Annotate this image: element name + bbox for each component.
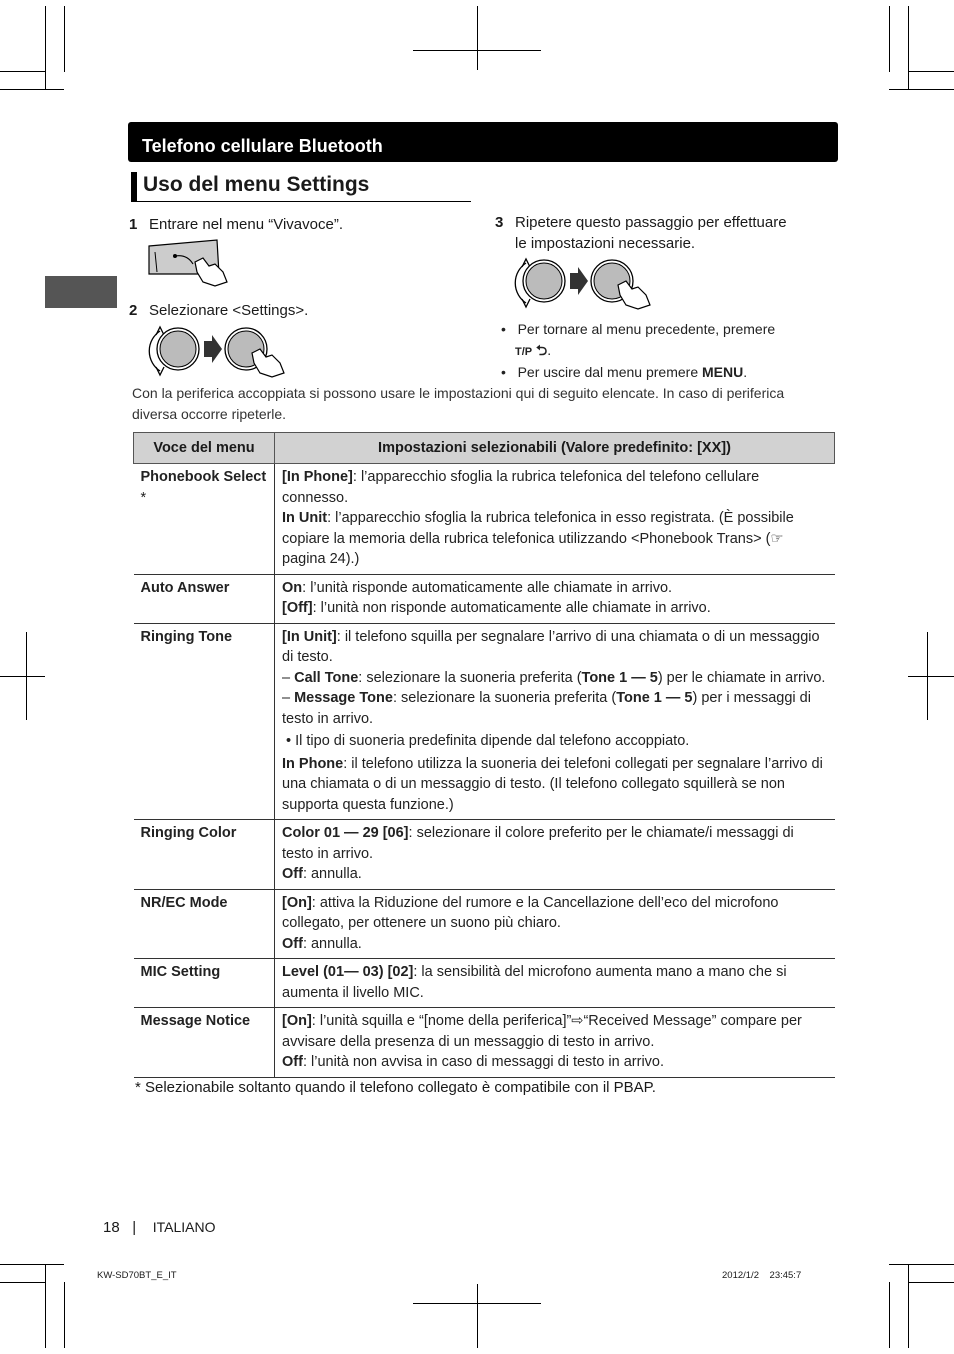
- option-line: • Il tipo di suoneria predefinita dipende dal telefono accoppiato.: [286, 733, 690, 749]
- table-row: [134, 959, 835, 1008]
- bullet-back: • Per tornare al menu precedente, premere T/P ⮌.: [501, 321, 776, 358]
- tp-key-label: T/P: [515, 346, 533, 358]
- option-line: [On]: attiva la Riduzione del rumore e la Cancellazione dell’eco del microfono collegato, per ottenere un suono più chiaro.: [282, 894, 779, 931]
- col-header-menu: Voce del menu: [134, 433, 275, 464]
- menu-item-options: [275, 959, 835, 1008]
- touch-screen-icon: [147, 240, 237, 290]
- language-label: ITALIANO: [152, 1219, 216, 1235]
- menu-item-name: Message Notice: [134, 1008, 275, 1078]
- option-line: [In Phone]: l’apparecchio sfoglia la rubrica telefonica del telefono cellulare connesso.: [282, 469, 760, 506]
- option-line: In Unit: l’apparecchio sfoglia la rubrica telefonica in esso registrata. (È possibile copiare la memoria della rubrica telefonica utilizzando <Phonebook Trans> (☞ pagina 24).): [282, 510, 794, 567]
- settings-table: [133, 432, 835, 1078]
- option-line: [On]: l’unità squilla e “[nome della periferica]”⇨“Received Message” compare per avvisare della presenza di un messaggio di testo in arrivo.: [282, 1013, 802, 1050]
- menu-item-name: NR/EC Mode: [134, 889, 275, 959]
- table-row: [134, 574, 835, 623]
- option-line: [In Unit]: il telefono squilla per segnalare l’arrivo di una chiamata o di un messaggio di testo.: [282, 628, 820, 665]
- footnote: * Selezionabile soltanto quando il telefono collegato è compatibile con il PBAP.: [135, 1079, 656, 1096]
- menu-item-options: [275, 889, 835, 959]
- menu-item-options: [275, 1008, 835, 1078]
- menu-item-name: Phonebook Select *: [134, 464, 275, 575]
- option-line: Color 01 — 29 [06]: selezionare il colore preferito per le chiamate/i messaggi di testo in arrivo.: [282, 825, 794, 862]
- option-line: – Call Tone: selezionare la suoneria preferita (Tone 1 — 5) per le chiamate in arrivo.: [282, 669, 826, 686]
- step-3: 3 Ripetere questo passaggio per effettuare le impostazioni necessarie.: [495, 214, 787, 252]
- option-line: Off: l’unità non avvisa in caso di messaggi di testo in arrivo.: [282, 1054, 665, 1070]
- table-row: [134, 1008, 835, 1078]
- intro-text: Con la periferica accoppiata si possono usare le impostazioni qui di seguito elencate. In caso di periferica diversa occorre ripeterle.: [132, 385, 785, 422]
- option-line: Off: annulla.: [282, 935, 362, 952]
- option-line: [Off]: l’unità non risponde automaticamente alle chiamate in arrivo.: [282, 600, 711, 616]
- back-arrow-icon: ⮌: [536, 342, 548, 358]
- rotate-press-knob-icon-2: [514, 255, 659, 315]
- step-2: 2 Selezionare <Settings>.: [129, 302, 309, 319]
- rotate-press-knob-icon: [148, 323, 293, 383]
- table-row: [134, 820, 835, 890]
- table-row: [134, 889, 835, 959]
- bullet-exit: • Per uscire dal menu premere MENU.: [501, 364, 748, 380]
- date-stamp: 2012/1/2 23:45:7: [722, 1270, 802, 1281]
- menu-item-name: Auto Answer: [134, 574, 275, 623]
- section-header-bar: [128, 122, 838, 162]
- col-header-settings: Impostazioni selezionabili (Valore predefinito: [XX]): [275, 433, 835, 464]
- table-row: [134, 464, 835, 575]
- menu-item-options: [275, 574, 835, 623]
- page-heading: [131, 170, 471, 202]
- option-line: – Message Tone: selezionare la suoneria preferita (Tone 1 — 5) per i messaggi di testo in arrivo.: [282, 690, 811, 727]
- table-row: [134, 623, 835, 820]
- heading-text: Uso del menu Settings: [143, 173, 370, 196]
- option-line: Level (01— 03) [02]: la sensibilità del microfono aumenta mano a mano che si aumenta il livello MIC.: [282, 964, 787, 1001]
- menu-item-options: [275, 623, 835, 820]
- menu-item-name: Ringing Color: [134, 820, 275, 890]
- doc-code: KW-SD70BT_E_IT: [97, 1270, 177, 1281]
- section-title: Telefono cellulare Bluetooth: [142, 136, 383, 156]
- page-number: 18: [103, 1219, 120, 1236]
- menu-item-name: Ringing Tone: [134, 623, 275, 820]
- menu-item-options: [275, 464, 835, 575]
- option-line: In Phone: il telefono utilizza la suoneria dei telefoni collegati per segnalare l’arrivo di una chiamata o di un messaggio di testo. (Il telefono collegato squillerà se non supporta questa funzione.): [282, 755, 823, 813]
- option-line: Off: annulla.: [282, 866, 362, 882]
- page-footer: 18 | ITALIANO: [103, 1219, 216, 1236]
- step-1: 1 Entrare nel menu “Vivavoce”.: [129, 216, 343, 233]
- option-line: On: l’unità risponde automaticamente alle chiamate in arrivo.: [282, 579, 673, 596]
- menu-item-name: MIC Setting: [134, 959, 275, 1008]
- menu-item-options: [275, 820, 835, 890]
- side-tab: [45, 276, 117, 308]
